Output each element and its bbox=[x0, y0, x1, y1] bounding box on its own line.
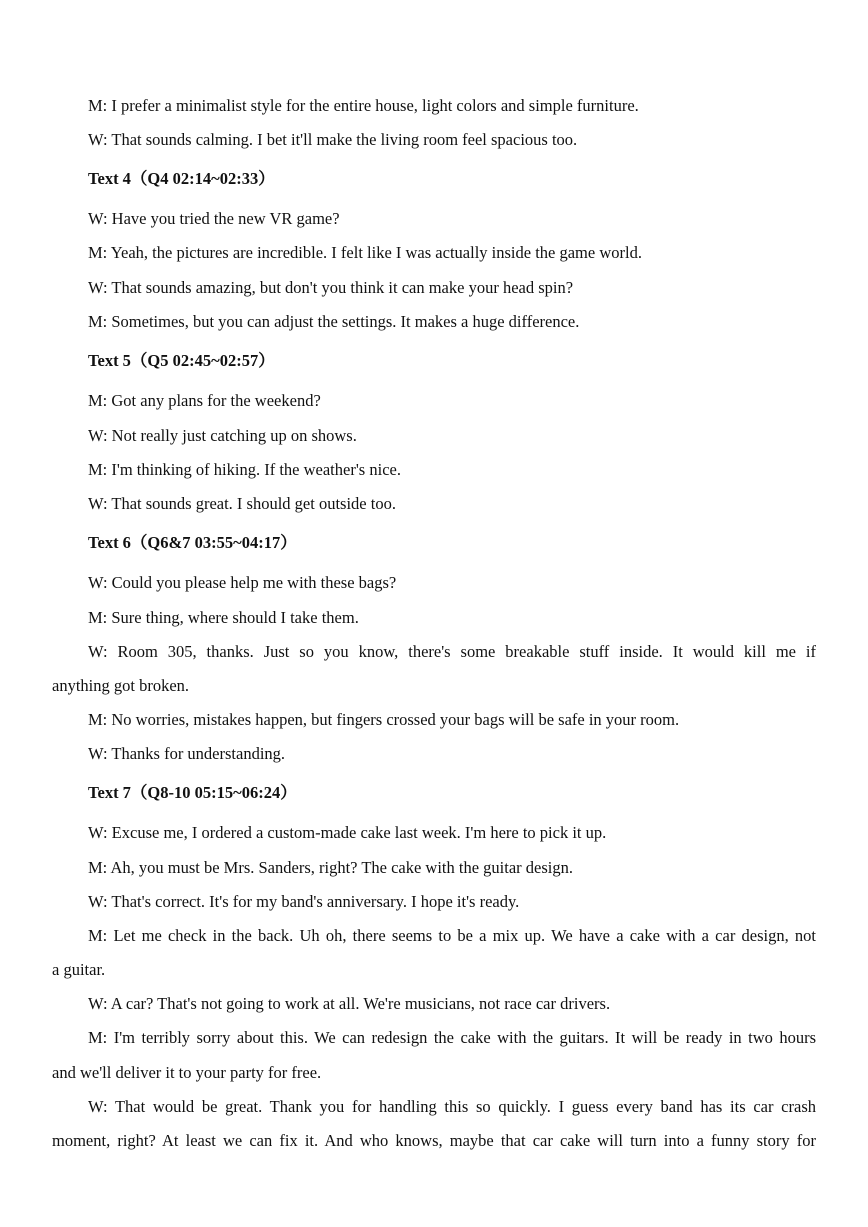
dialogue-line: W: That sounds amazing, but don't you think it can make your head spin? bbox=[88, 278, 574, 297]
dialogue-line: W: Not really just catching up on shows. bbox=[88, 426, 357, 445]
dialogue-line: W: Thanks for understanding. bbox=[88, 744, 286, 763]
dialogue-line-wrapped: W: Room 305, thanks. Just so you know, there's some breakable stuff inside. It would kill me if bbox=[88, 642, 816, 661]
section-heading-text-4: Text 4（Q4 02:14~02:33） bbox=[88, 169, 275, 188]
dialogue-continuation: a guitar. bbox=[52, 960, 106, 979]
dialogue-continuation: anything got broken. bbox=[52, 676, 190, 695]
dialogue-line: M: Got any plans for the weekend? bbox=[88, 391, 321, 410]
dialogue-line: W: A car? That's not going to work at all. We're musicians, not race car drivers. bbox=[88, 994, 611, 1013]
dialogue-line: W: That sounds calming. I bet it'll make the living room feel spacious too. bbox=[88, 130, 578, 149]
dialogue-line-wrapped: M: I'm terribly sorry about this. We can redesign the cake with the guitars. It will be ready in two hours bbox=[88, 1028, 816, 1047]
dialogue-line: M: No worries, mistakes happen, but fingers crossed your bags will be safe in your room. bbox=[88, 710, 680, 729]
dialogue-line-wrapped: M: Let me check in the back. Uh oh, there seems to be a mix up. We have a cake with a car design, not bbox=[88, 926, 816, 945]
dialogue-line: W: That sounds great. I should get outside too. bbox=[88, 494, 396, 513]
dialogue-line: M: Sure thing, where should I take them. bbox=[88, 608, 359, 627]
dialogue-line: W: Could you please help me with these bags? bbox=[88, 573, 397, 592]
dialogue-line: M: I'm thinking of hiking. If the weather's nice. bbox=[88, 460, 401, 479]
dialogue-line: W: Excuse me, I ordered a custom-made cake last week. I'm here to pick it up. bbox=[88, 823, 607, 842]
section-heading-text-5: Text 5（Q5 02:45~02:57） bbox=[88, 351, 275, 370]
dialogue-continuation: and we'll deliver it to your party for free. bbox=[52, 1063, 322, 1082]
dialogue-line-wrapped: W: That would be great. Thank you for handling this so quickly. I guess every band has its car crash bbox=[88, 1097, 816, 1116]
dialogue-line: M: I prefer a minimalist style for the entire house, light colors and simple furniture. bbox=[88, 96, 639, 115]
section-heading-text-7: Text 7（Q8-10 05:15~06:24） bbox=[88, 783, 297, 802]
dialogue-line: M: Yeah, the pictures are incredible. I felt like I was actually inside the game world. bbox=[88, 243, 642, 262]
dialogue-line: M: Ah, you must be Mrs. Sanders, right? The cake with the guitar design. bbox=[88, 858, 573, 877]
dialogue-line: W: Have you tried the new VR game? bbox=[88, 209, 340, 228]
section-heading-text-6: Text 6（Q6&7 03:55~04:17） bbox=[88, 533, 297, 552]
dialogue-line: M: Sometimes, but you can adjust the settings. It makes a huge difference. bbox=[88, 312, 580, 331]
dialogue-continuation-wrapped: moment, right? At least we can fix it. And who knows, maybe that car cake will turn into a funny story for bbox=[52, 1131, 816, 1150]
dialogue-line: W: That's correct. It's for my band's anniversary. I hope it's ready. bbox=[88, 892, 520, 911]
